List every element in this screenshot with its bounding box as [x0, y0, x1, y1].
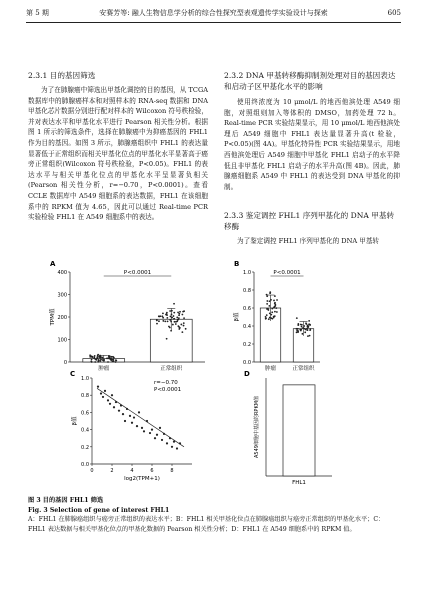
data-point [177, 319, 179, 321]
data-point [112, 359, 114, 361]
panel-b-chart [232, 260, 320, 372]
data-point [307, 325, 309, 327]
data-point [149, 432, 151, 434]
y-axis-label: β值 [234, 312, 240, 322]
x-tick-label: 8 [170, 468, 174, 474]
data-point [100, 359, 102, 361]
data-point [183, 325, 185, 327]
paragraph: 使用终浓度为 10 μmol/L 的地西他滨处理 A549 细胞，对照组则加入等体积的 DMSO，加药处理 72 h。Real-time PCR 实验结果显示，用 10 μmol/L 地西他滨处理后 A549 细胞中 FHL1 表达量显著升高(t 检验，P<0.05)(图 4A)。甲基化特异性 PCR 实验结果显示，用地西他滨处理后 A549 细胞中甲基化 FHL1 启动子的水平降低且非甲基化 FHL1 启动子的水平升高(图 4B)。因此，肺腺癌细胞系 A549 中 FHL1 的表达受到 DNA 甲基化的抑制。 [224, 98, 400, 191]
data-point [129, 415, 131, 417]
data-point [113, 406, 115, 408]
y-tick-label: 0.4 [81, 427, 89, 434]
data-point [301, 326, 303, 328]
stat-annotation: P<0.0001 [154, 387, 182, 393]
y-tick-label: 0.6 [243, 306, 251, 312]
data-point [156, 323, 158, 325]
data-point [267, 309, 269, 311]
figure-caption [28, 496, 400, 534]
data-point [173, 318, 175, 320]
data-point [151, 429, 153, 431]
data-point [166, 314, 168, 316]
page-number: 605 [387, 9, 401, 17]
data-point [297, 331, 299, 333]
regression-line [97, 388, 184, 446]
y-tick-label: 1.0 [243, 270, 251, 276]
y-tick-label: 100 [57, 337, 67, 344]
y-tick-label: 0.8 [81, 393, 89, 400]
data-point [108, 356, 110, 358]
stat-annotation: r=−0.70 [154, 380, 178, 386]
data-point [276, 311, 278, 313]
data-point [97, 386, 99, 388]
y-tick-label: 0.6 [81, 410, 89, 417]
data-point [178, 314, 180, 316]
data-point [124, 420, 126, 422]
data-point [273, 307, 275, 309]
data-point [309, 328, 311, 330]
panel-letter: B [234, 260, 240, 268]
section-heading-2-3-1: 2.3.1 目的基因筛选 [28, 71, 96, 80]
data-point [268, 318, 270, 320]
data-point [275, 307, 277, 309]
y-tick-label: 0.4 [243, 324, 251, 330]
data-point [307, 335, 309, 337]
y-axis-label: TPM值 [50, 308, 56, 326]
y-tick-label: 200 [57, 315, 67, 321]
data-point [171, 446, 173, 448]
data-point [176, 447, 178, 449]
y-tick-label: 0 [63, 360, 67, 366]
y-tick-label: 400 [57, 270, 67, 276]
data-point [122, 413, 124, 415]
y-tick-label: 0.2 [243, 342, 251, 348]
data-point [266, 303, 268, 305]
data-point [109, 358, 111, 360]
panel-letter: C [70, 370, 76, 378]
data-point [266, 300, 268, 302]
data-point [305, 322, 307, 324]
y-tick-label: 300 [57, 292, 67, 299]
data-point [111, 394, 113, 396]
p-value: P<0.0001 [273, 270, 301, 276]
data-point [94, 355, 96, 357]
y-tick-label: 1.0 [81, 376, 89, 382]
data-point [276, 299, 278, 301]
data-point [91, 358, 93, 360]
data-point [169, 310, 171, 312]
data-point [181, 331, 183, 333]
data-point [136, 425, 138, 427]
data-point [156, 434, 158, 436]
data-point [274, 305, 276, 307]
panel-letter: D [244, 370, 250, 378]
data-point [271, 311, 273, 313]
running-title: 安赛芳等: 融人生物信息学分析的综合性探究型表观遗传学实验设计与探索 [99, 9, 328, 17]
data-point [177, 311, 179, 313]
y-tick-label: 0.0 [243, 360, 251, 366]
data-point [141, 427, 143, 429]
data-point [266, 295, 268, 297]
data-point [143, 430, 145, 432]
data-point [308, 320, 310, 322]
data-point [173, 315, 175, 317]
data-point [131, 422, 133, 424]
data-point [265, 317, 267, 319]
data-point [178, 317, 180, 319]
bar [283, 385, 315, 476]
issue-number: 第 5 期 [26, 9, 49, 17]
data-point [266, 314, 268, 316]
section-heading-2-3-3: 2.3.3 鉴定调控 FHL1 序列甲基化的 DNA 甲基转移酶 [224, 211, 395, 231]
x-tick-label: 正常组织 [160, 366, 183, 372]
data-point [273, 300, 275, 302]
data-point [154, 437, 156, 439]
data-point [296, 332, 298, 334]
data-point [182, 311, 184, 313]
x-axis-label: log2(TPM+1) [124, 476, 160, 482]
data-point [104, 390, 106, 392]
data-point [107, 399, 109, 401]
data-point [269, 291, 271, 293]
paragraph: 为了在肺腺癌中筛选出甲基化调控的目的基因，从 TCGA 数据库中的肺腺癌样本和对照样本的 RNA-seq 数据和 DNA 甲基化芯片数据分别进行配对样本的 Wilcoxon 符号秩检验，并对表达水平和甲基化水平进行 Pearson 相关性分析。根据图 1 所示的筛选条件，选择在肺腺癌中为抑癌基因的 FHL1 作为目的基因。如图 3 所示，肺腺癌组织中 FHL1 的表达量显著低于正常组织而相关甲基化位点的甲基化水平显著高于癌旁正常组织(Wilcoxon 符号秩检验，P<0.05)。FHL1 的表达水平与相关甲基化位点的甲基化水平呈显著负相关(Pearson 相关性分析，r=−0.70，P<0.0001)。查看 CCLE 数据库中 A549 细胞系的表达数据，FHL1 在该细胞系中的 RPKM 值为 4.65，因此可以通过 Real-time PCR 实验检验 FHL1 在 A549 细胞系中的表达。 [28, 86, 208, 222]
data-point [94, 361, 96, 363]
y-axis-label: β值 [72, 416, 78, 426]
data-point [180, 324, 182, 326]
data-point [109, 403, 111, 405]
x-tick-label: 0 [90, 468, 94, 474]
data-point [102, 396, 104, 398]
data-point [302, 333, 304, 335]
data-point [274, 295, 276, 297]
data-point [268, 305, 270, 307]
p-value: P<0.0001 [123, 270, 152, 276]
data-point [106, 357, 108, 359]
data-point [185, 328, 187, 330]
data-point [162, 317, 164, 319]
data-point [183, 317, 185, 319]
caption-body: A：FHL1 在肺腺癌组织与癌旁正常组织的表达水平；B：FHL1 相关甲基化位点在肺腺癌组织与癌旁正常组织的甲基化水平；C：FHL1 表达数据与相关甲基化位点的甲基化数据的 Pearson 相关性分析；D：FHL1 在 A549 细胞系中的 RPKM 值。 [28, 516, 385, 533]
panel-d-chart [244, 370, 332, 486]
x-tick-label: 4 [130, 468, 134, 474]
data-point [164, 320, 166, 322]
data-point [95, 358, 97, 360]
data-point [91, 361, 93, 363]
section-heading-2-3-2: 2.3.2 DNA 甲基转移酶抑制剂处理对目的基因表达和启动子区甲基化水平的影响 [224, 71, 396, 91]
data-point [296, 328, 298, 330]
x-tick-label: 肿瘤 [264, 366, 277, 372]
data-point [173, 312, 175, 314]
x-tick-label: FHL1 [292, 480, 306, 486]
data-point [169, 319, 171, 321]
data-point [169, 327, 171, 329]
data-point [138, 411, 140, 413]
y-tick-label: 0.8 [243, 288, 251, 294]
panel-letter: A [50, 260, 56, 268]
data-point [118, 410, 120, 412]
data-point [158, 320, 160, 322]
y-tick-label: 0.2 [81, 444, 89, 451]
data-point [273, 316, 275, 318]
data-point [107, 361, 109, 363]
data-point [133, 416, 135, 418]
data-point [309, 335, 311, 337]
panel-c-chart [70, 370, 192, 482]
data-point [156, 320, 158, 322]
data-point [166, 317, 168, 319]
data-point [92, 356, 94, 358]
data-point [173, 303, 175, 305]
x-tick-label: 2 [110, 468, 114, 474]
data-point [97, 361, 99, 363]
data-point [170, 330, 172, 332]
data-point [166, 338, 168, 340]
x-tick-label: 6 [150, 468, 154, 474]
data-point [307, 329, 309, 331]
data-point [179, 311, 181, 313]
x-tick-label: 正常组织 [292, 366, 315, 372]
data-point [115, 361, 117, 363]
data-point [274, 311, 276, 313]
data-point [100, 392, 102, 394]
data-point [159, 316, 161, 318]
data-point [300, 324, 302, 326]
data-point [269, 300, 271, 302]
data-point [175, 321, 177, 323]
data-point [167, 321, 169, 323]
x-tick-label: 肿瘤 [98, 366, 110, 372]
data-point [178, 313, 180, 315]
data-point [179, 327, 181, 329]
data-point [181, 314, 183, 316]
panel-a-chart [48, 260, 205, 372]
data-point [159, 427, 161, 429]
y-axis-label: A549细胞中基因的RPKM值 [254, 395, 260, 459]
data-point [174, 321, 176, 323]
data-point [100, 356, 102, 358]
data-point [162, 312, 164, 314]
data-point [304, 331, 306, 333]
data-point [162, 320, 164, 322]
data-point [309, 324, 311, 326]
data-point [296, 317, 298, 319]
data-point [176, 317, 178, 319]
data-point [166, 442, 168, 444]
caption-title: 图 3 目的基因 FHL1 筛选 [28, 497, 104, 504]
data-point [97, 355, 99, 357]
data-point [300, 330, 302, 332]
y-tick-label: 0.0 [81, 462, 89, 468]
data-point [172, 324, 174, 326]
paragraph: 为了鉴定调控 FHL1 序列甲基化的 DNA 甲基转 [237, 237, 380, 245]
data-point [111, 356, 113, 358]
caption-title-en: Fig. 3 Selection of gene of interest FHL1 [28, 506, 170, 514]
data-point [183, 322, 185, 324]
data-point [175, 323, 177, 325]
data-point [297, 323, 299, 325]
data-point [161, 439, 163, 441]
data-point [271, 308, 273, 310]
